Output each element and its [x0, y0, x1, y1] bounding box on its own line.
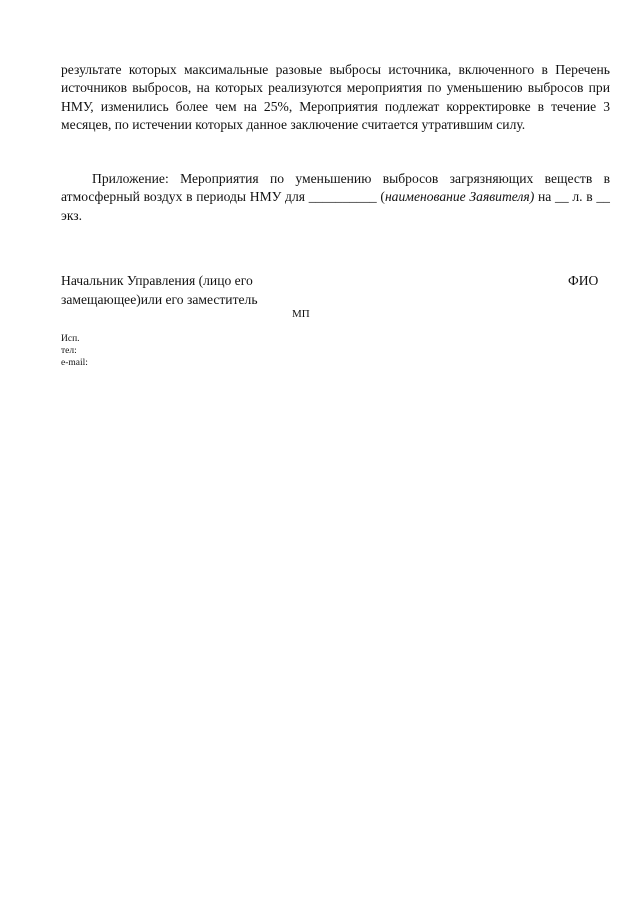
email-label: e-mail:: [61, 358, 88, 369]
appendix-paragraph: [61, 170, 610, 225]
stamp-placeholder: МП: [292, 308, 310, 320]
signatory-position-line-2: замещающее)или его заместитель: [61, 291, 258, 307]
signatory-position-line-1: Начальник Управления (лицо его: [61, 273, 253, 288]
phone-label: тел:: [61, 346, 77, 357]
executor-contact-block: [61, 333, 88, 370]
executor-label: Исп.: [61, 334, 80, 344]
appendix-text-before: Приложение: Мероприятия по уменьшению выбросов загрязняющих веществ в атмосферный воздух в периоды НМУ для __________ (: [61, 171, 610, 205]
signatory-name: ФИО: [568, 273, 599, 288]
appendix-text-after: на __ л. в __ экз.: [61, 189, 610, 223]
applicant-name-placeholder: наименование Заявителя): [384, 189, 535, 205]
signatory-position: [61, 272, 301, 309]
conclusion-paragraph: результате которых максимальные разовые выбросы источника, включенного в Перечень источников выбросов, на которых реализуются мероприятия по уменьшению выбросов при НМУ, изменились более чем на 25%, Мероприятия подлежат корректировке в течение 3 месяцев, по истечении которых данное заключение считается утратившим силу.: [61, 62, 610, 132]
